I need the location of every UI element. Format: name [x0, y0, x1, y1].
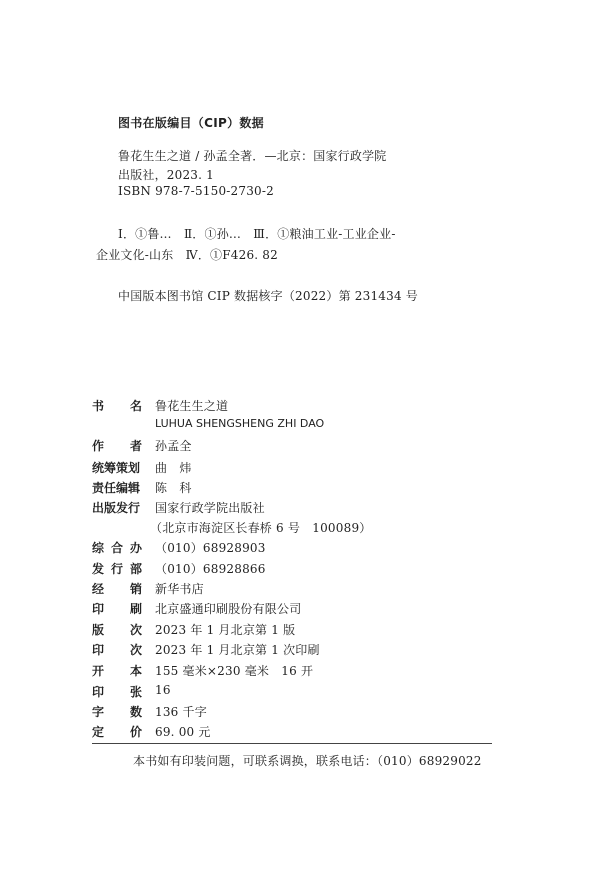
value-book-title-pinyin: LUHUA SHENGSHENG ZHI DAO — [155, 417, 325, 430]
value-price: 69. 00 元 — [155, 725, 211, 739]
value-printer: 北京盛通印刷股份有限公司 — [155, 602, 302, 616]
value-publisher: 国家行政学院出版社 — [155, 501, 265, 515]
value-distributor: 新华书店 — [155, 582, 204, 596]
value-sheets: 16 — [155, 683, 171, 697]
value-distribution-dept: （010）68928866 — [155, 562, 266, 576]
label-book-title: 书 名 — [92, 399, 142, 413]
label-publisher: 出版发行 — [92, 501, 141, 515]
value-edition: 2023 年 1 月北京第 1 版 — [155, 623, 296, 637]
cip-heading: 图书在版编目（CIP）数据 — [118, 116, 264, 130]
label-edition: 版 次 — [92, 623, 142, 637]
label-author: 作 者 — [92, 439, 142, 453]
label-general-office: 综 合 办 — [92, 541, 142, 555]
value-word-count: 136 千字 — [155, 705, 207, 719]
label-format: 开 本 — [92, 664, 142, 678]
value-book-title: 鲁花生生之道 — [155, 399, 229, 413]
value-planner: 曲 炜 — [155, 461, 192, 475]
footer-contact-note: 本书如有印装问题，可联系调换，联系电话：（010）68929022 — [133, 754, 482, 768]
value-printing: 2023 年 1 月北京第 1 次印刷 — [155, 643, 320, 657]
label-editor: 责任编辑 — [92, 481, 141, 495]
cip-isbn-line: ISBN 978-7-5150-2730-2 — [118, 184, 274, 198]
cip-publisher-line: 出版社，2023. 1 — [118, 168, 215, 182]
label-planner: 统筹策划 — [92, 461, 141, 475]
value-general-office: （010）68928903 — [155, 541, 266, 555]
label-sheets: 印 张 — [92, 685, 142, 699]
label-printing: 印 次 — [92, 643, 142, 657]
value-editor: 陈 科 — [155, 481, 192, 495]
cip-classification-line-1: Ⅰ．①鲁… Ⅱ．①孙… Ⅲ．①粮油工业-工业企业- — [118, 227, 396, 241]
label-distributor: 经 销 — [92, 582, 142, 596]
label-printer: 印 刷 — [92, 602, 142, 616]
cip-classification-line-2: 企业文化-山东 Ⅳ．①F426. 82 — [96, 248, 278, 262]
label-price: 定 价 — [92, 725, 142, 739]
cip-record-number: 中国版本图书馆 CIP 数据核字（2022）第 231434 号 — [118, 289, 419, 303]
footer-divider — [92, 743, 492, 744]
label-distribution-dept: 发 行 部 — [92, 562, 142, 576]
value-author: 孙孟全 — [155, 439, 192, 453]
cip-title-line: 鲁花生生之道 / 孙孟全著．—北京：国家行政学院 — [118, 149, 387, 163]
value-publisher-address: （北京市海淀区长春桥 6 号 100089） — [150, 521, 372, 535]
label-word-count: 字 数 — [92, 705, 142, 719]
value-format: 155 毫米×230 毫米 16 开 — [155, 664, 314, 678]
